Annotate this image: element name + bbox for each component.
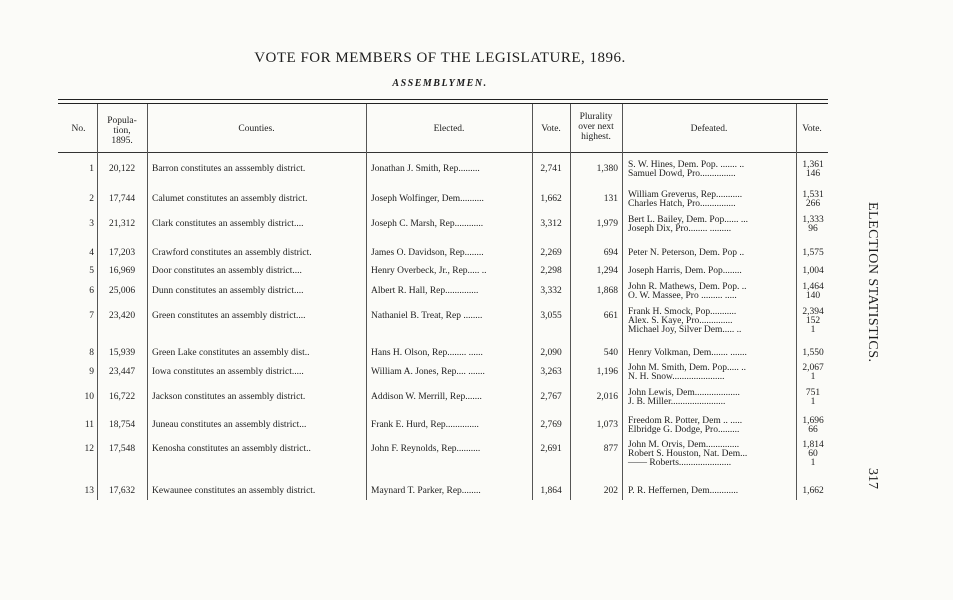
row-defeated-candidate: John M. Smith, Dem. Pop..... .. <box>628 363 746 373</box>
row-number: 10 <box>84 392 94 402</box>
row-elected: Henry Overbeck, Jr., Rep..... .. <box>371 266 487 276</box>
column-divider <box>366 104 367 500</box>
row-number: 6 <box>89 286 94 296</box>
row-number: 12 <box>84 444 94 454</box>
row-population: 18,754 <box>108 420 136 430</box>
row-defeated-candidate: John R. Mathews, Dem. Pop. .. <box>628 282 747 292</box>
row-number: 13 <box>84 486 94 496</box>
row-elected: Addison W. Merrill, Rep....... <box>371 392 482 402</box>
row-county: Barron constitutes an asssembly district. <box>152 164 306 174</box>
row-vote: 3,263 <box>540 367 562 377</box>
row-number: 7 <box>89 311 94 321</box>
row-county: Juneau constitutes an assembly district... <box>152 420 307 430</box>
row-defeated-vote: 1,814 <box>802 440 824 450</box>
row-defeated-vote: 1,550 <box>802 348 824 358</box>
row-population: 15,939 <box>108 348 136 358</box>
row-number: 4 <box>89 248 94 258</box>
row-elected: Joseph Wolfinger, Dem.......... <box>371 194 484 204</box>
row-plurality: 694 <box>603 248 618 258</box>
row-defeated-vote: 60 <box>808 449 818 459</box>
row-defeated-vote: 146 <box>805 169 821 179</box>
double-rule <box>58 99 828 104</box>
row-defeated-vote: 1 <box>810 325 816 335</box>
row-defeated-vote: 140 <box>805 291 821 301</box>
row-defeated-vote: 1,333 <box>802 215 824 225</box>
header-elected: Elected. <box>433 124 465 134</box>
row-population: 16,722 <box>108 392 136 402</box>
row-defeated-candidate: Freedom R. Potter, Dem .. ..... <box>628 416 743 426</box>
row-vote: 3,312 <box>540 219 562 229</box>
row-plurality: 1,380 <box>596 164 618 174</box>
header-plurality <box>570 112 622 142</box>
header-vote: Vote. <box>541 124 561 134</box>
row-defeated-candidate: William Greverus, Rep........... <box>628 190 743 200</box>
row-defeated-candidate: Elbridge G. Dodge, Pro......... <box>628 425 740 435</box>
row-defeated-vote: 1,575 <box>802 248 824 258</box>
row-elected: Jonathan J. Smith, Rep......... <box>371 164 480 174</box>
header-plurality-line: over next <box>578 122 614 132</box>
row-defeated-vote: 266 <box>805 199 821 209</box>
row-county: Calumet constitutes an assembly district. <box>152 194 308 204</box>
row-county: Kewaunee constitutes an assembly district. <box>152 486 316 496</box>
row-defeated-vote: 751 <box>805 388 821 398</box>
row-county: Iowa constitutes an assembly district..... <box>152 367 304 377</box>
row-elected: Frank E. Hurd, Rep.............. <box>371 420 479 430</box>
row-defeated-candidate: S. W. Hines, Dem. Pop. ....... .. <box>628 160 745 170</box>
row-population: 21,312 <box>108 219 136 229</box>
row-defeated-candidate: O. W. Massee, Pro ......... ..... <box>628 291 737 301</box>
column-divider <box>147 104 148 500</box>
row-plurality: 661 <box>603 311 618 321</box>
row-population: 23,447 <box>108 367 136 377</box>
row-defeated-vote: 1 <box>810 458 816 468</box>
row-vote: 2,269 <box>540 248 562 258</box>
header-counties: Counties. <box>238 124 275 134</box>
row-vote: 2,769 <box>540 420 562 430</box>
row-vote: 2,298 <box>540 266 562 276</box>
header-vote-defeated: Vote. <box>802 124 822 134</box>
row-defeated-vote: 2,394 <box>802 307 824 317</box>
row-plurality: 877 <box>603 444 618 454</box>
row-defeated-vote: 96 <box>808 224 818 234</box>
row-defeated-candidate: Henry Volkman, Dem....... ....... <box>628 348 747 358</box>
header-defeated: Defeated. <box>690 124 728 134</box>
row-elected: Maynard T. Parker, Rep........ <box>371 486 481 496</box>
row-plurality: 1,979 <box>596 219 618 229</box>
row-defeated-candidate: Alex. S. Kaye, Pro.............. <box>628 316 733 326</box>
row-defeated-vote: 1,004 <box>802 266 824 276</box>
header-population-line: tion, <box>113 126 131 136</box>
row-defeated-vote: 1 <box>810 397 816 407</box>
row-elected: John F. Reynolds, Rep.......... <box>371 444 481 454</box>
row-elected: William A. Jones, Rep.... ....... <box>371 367 485 377</box>
row-number: 3 <box>89 219 94 229</box>
row-vote: 2,090 <box>540 348 562 358</box>
column-divider <box>622 104 623 500</box>
row-county: Dunn constitutes an assembly district.... <box>152 286 304 296</box>
column-divider <box>796 104 797 500</box>
row-defeated-candidate: N. H. Snow...................... <box>628 372 725 382</box>
row-population: 23,420 <box>108 311 136 321</box>
header-plurality-line: highest. <box>581 132 611 142</box>
row-county: Clark constitutes an assembly district.... <box>152 219 304 229</box>
row-county: Door constitutes an assembly district.... <box>152 266 302 276</box>
row-elected: Nathaniel B. Treat, Rep ........ <box>371 311 483 321</box>
side-heading: ELECTION STATISTICS. <box>865 202 880 363</box>
row-defeated-candidate: J. B. Miller....................... <box>628 397 726 407</box>
row-number: 1 <box>89 164 94 174</box>
row-defeated-candidate: P. R. Heffernen, Dem............ <box>628 486 739 496</box>
row-plurality: 1,073 <box>596 420 618 430</box>
header-population-line: 1895. <box>111 136 133 146</box>
row-population: 17,632 <box>108 486 136 496</box>
header-population <box>97 116 147 146</box>
page-number: 317 <box>865 468 880 489</box>
row-defeated-candidate: John M. Orvis, Dem.............. <box>628 440 740 450</box>
row-defeated-vote: 2,067 <box>802 363 824 373</box>
row-vote: 2,767 <box>540 392 562 402</box>
row-defeated-candidate: Samuel Dowd, Pro............... <box>628 169 736 179</box>
row-county: Green constitutes an assembly district.... <box>152 311 306 321</box>
row-county: Green Lake constitutes an assembly dist.. <box>152 348 310 358</box>
row-population: 25,006 <box>108 286 136 296</box>
header-plurality-line: Plurality <box>579 112 613 122</box>
header-no: No. <box>71 124 86 134</box>
row-number: 11 <box>84 420 94 430</box>
row-population: 20,122 <box>108 164 136 174</box>
row-defeated-candidate: Michael Joy, Silver Dem..... .. <box>628 325 742 335</box>
row-defeated-candidate: John Lewis, Dem................... <box>628 388 740 398</box>
row-plurality: 540 <box>603 348 618 358</box>
row-vote: 1,662 <box>540 194 562 204</box>
row-elected: Albert R. Hall, Rep.............. <box>371 286 479 296</box>
row-defeated-candidate: Peter N. Peterson, Dem. Pop .. <box>628 248 745 258</box>
row-vote: 2,741 <box>540 164 562 174</box>
row-number: 2 <box>89 194 94 204</box>
row-number: 5 <box>89 266 94 276</box>
row-vote: 1,864 <box>540 486 562 496</box>
row-defeated-vote: 1,361 <box>802 160 824 170</box>
row-defeated-vote: 66 <box>808 425 818 435</box>
row-plurality: 131 <box>603 194 618 204</box>
row-county: Kenosha constitutes an assembly district.. <box>152 444 311 454</box>
row-plurality: 1,868 <box>596 286 618 296</box>
row-population: 17,548 <box>108 444 136 454</box>
row-defeated-vote: 152 <box>805 316 821 326</box>
row-plurality: 2,016 <box>596 392 618 402</box>
row-plurality: 1,196 <box>596 367 618 377</box>
row-defeated-candidate: Frank H. Smock, Pop........... <box>628 307 737 317</box>
row-vote: 2,691 <box>540 444 562 454</box>
row-number: 8 <box>89 348 94 358</box>
row-defeated-vote: 1,696 <box>802 416 824 426</box>
section-subtitle: ASSEMBLYMEN. <box>392 78 488 89</box>
row-elected: Joseph C. Marsh, Rep............ <box>371 219 484 229</box>
row-defeated-candidate: Bert L. Bailey, Dem. Pop...... ... <box>628 215 748 225</box>
row-county: Crawford constitutes an assembly district. <box>152 248 312 258</box>
row-number: 9 <box>89 367 94 377</box>
row-vote: 3,332 <box>540 286 562 296</box>
row-plurality: 202 <box>603 486 618 496</box>
row-population: 16,969 <box>108 266 136 276</box>
row-defeated-candidate: Joseph Harris, Dem. Pop........ <box>628 266 742 276</box>
row-defeated-vote: 1,662 <box>802 486 824 496</box>
row-defeated-candidate: Robert S. Houston, Nat. Dem... <box>628 449 748 459</box>
header-rule <box>58 152 828 153</box>
row-vote: 3,055 <box>540 311 562 321</box>
row-defeated-vote: 1 <box>810 372 816 382</box>
page-title: VOTE FOR MEMBERS OF THE LEGISLATURE, 1896. <box>254 50 626 66</box>
row-plurality: 1,294 <box>596 266 618 276</box>
row-defeated-candidate: Charles Hatch, Pro............... <box>628 199 736 209</box>
row-defeated-vote: 1,464 <box>802 282 824 292</box>
row-population: 17,744 <box>108 194 136 204</box>
row-population: 17,203 <box>108 248 136 258</box>
row-county: Jackson constitutes an assembly district. <box>152 392 306 402</box>
row-defeated-candidate: Joseph Dix, Pro........ ......... <box>628 224 732 234</box>
row-elected: Hans H. Olson, Rep........ ...... <box>371 348 483 358</box>
row-defeated-candidate: —— Roberts...................... <box>628 458 732 468</box>
row-elected: James O. Davidson, Rep........ <box>371 248 484 258</box>
row-defeated-vote: 1,531 <box>802 190 824 200</box>
header-population-line: Popula- <box>107 116 137 126</box>
